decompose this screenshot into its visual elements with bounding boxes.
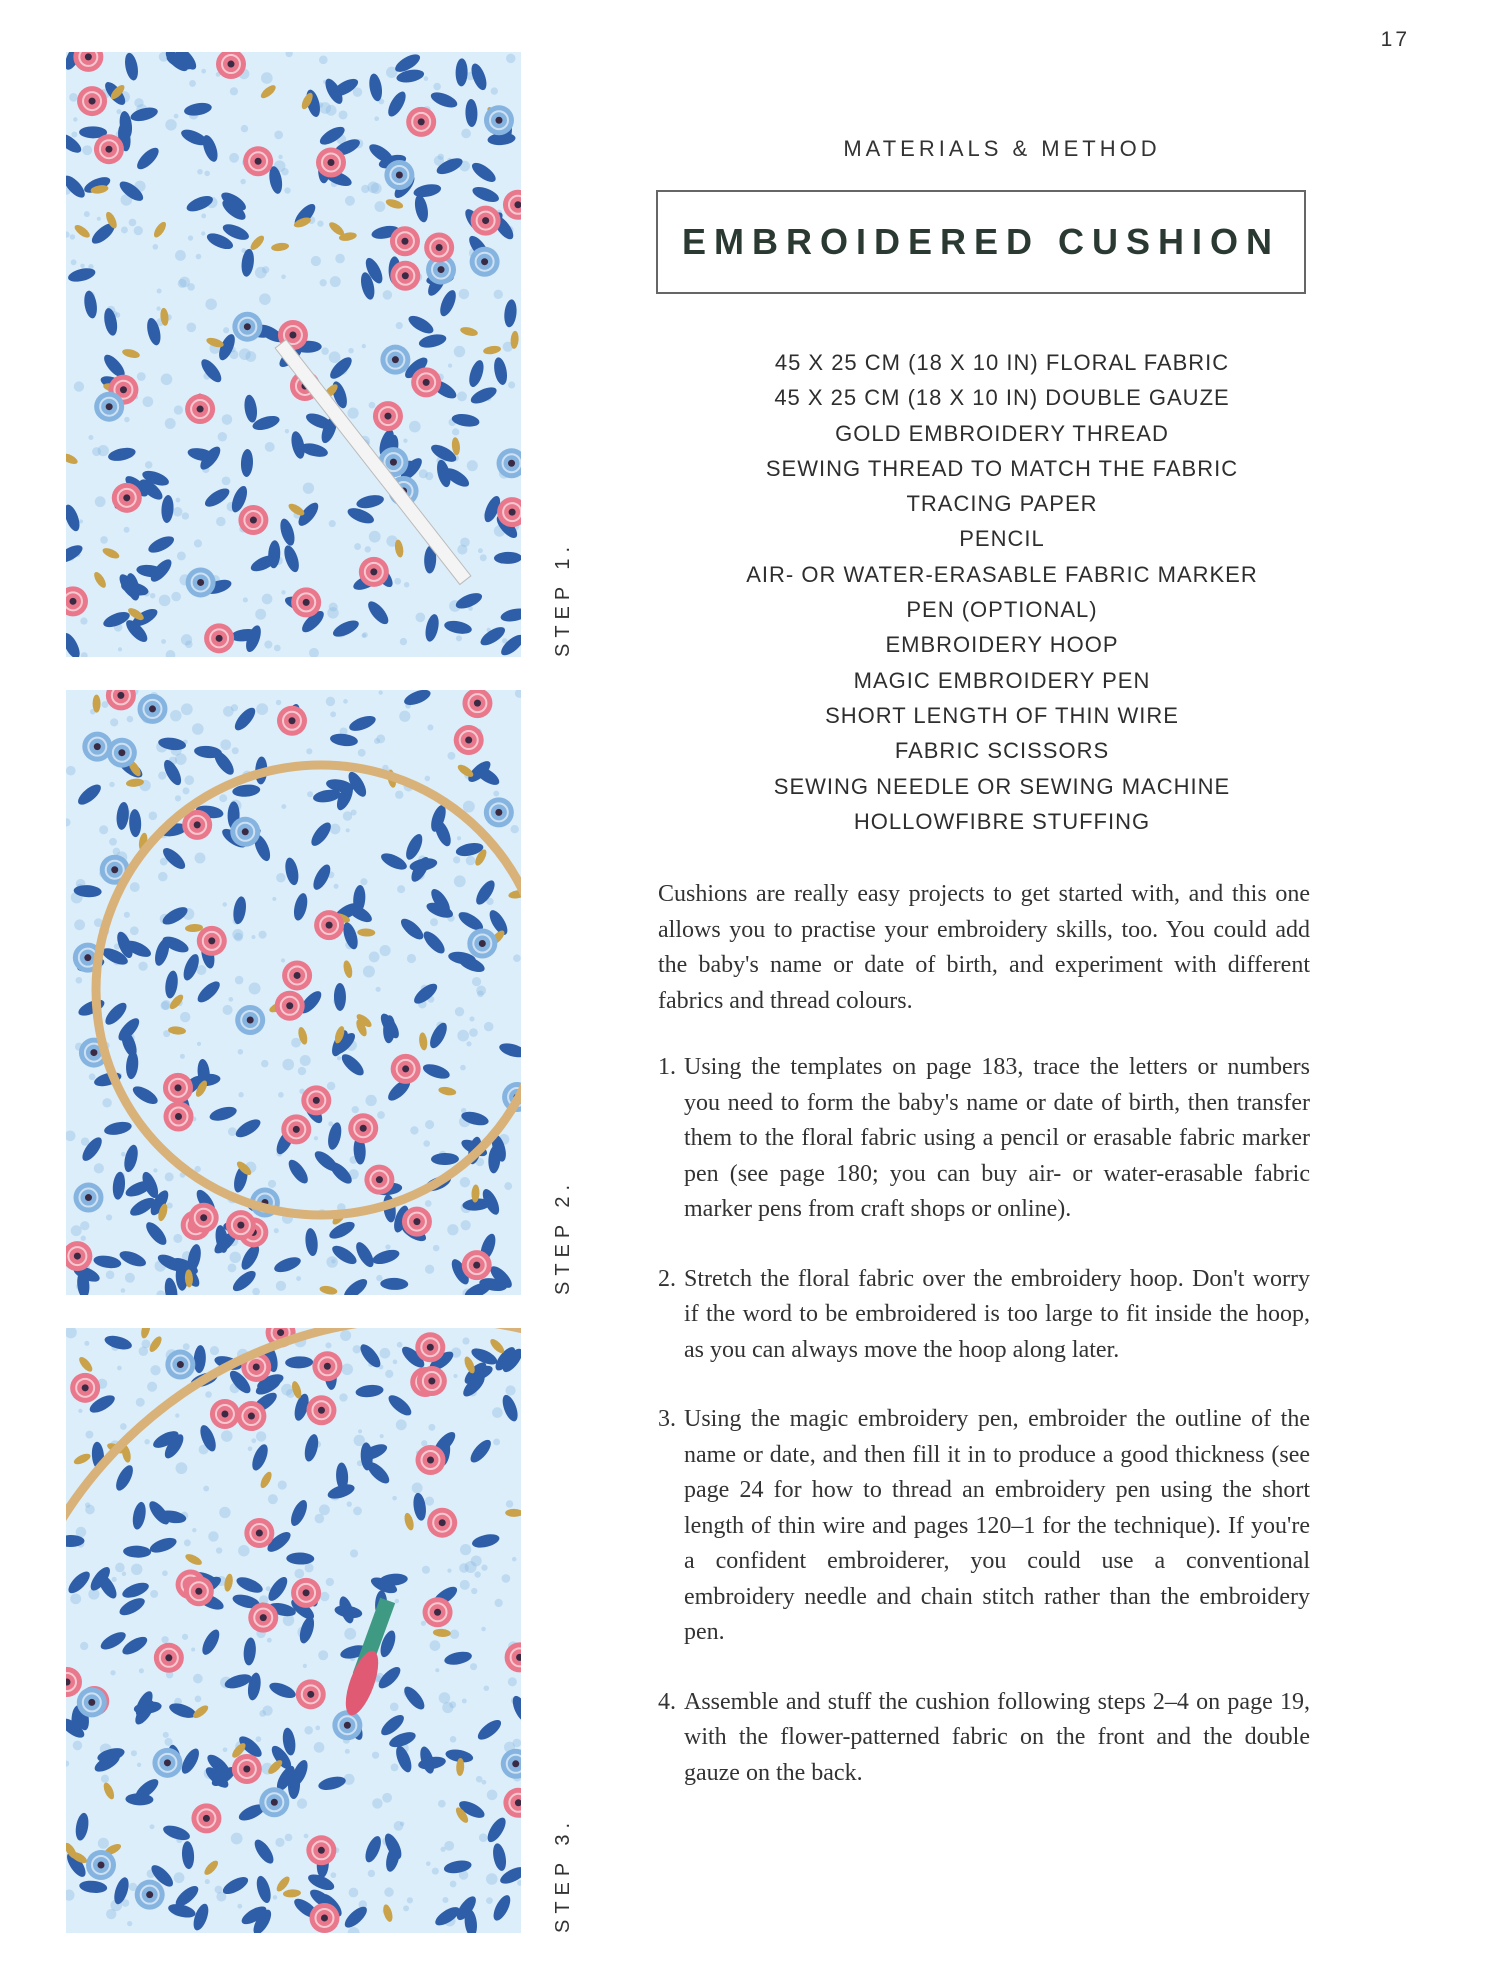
step-3-photo [66, 1328, 521, 1933]
step-text: Using the magic embroidery pen, embroider the outline of the name or date, and then fill it in to produce a good thickness (see page 24 for how to thread an embroidery pen using the short length of thin wire and pages 120–1 for the technique). If you're a confident embroiderer, you could use a conventional embroidery needle and chain stitch rather than the embroidery pen. [684, 1406, 1310, 1645]
intro-paragraph: Cushions are really easy projects to get started with, and this one allows you to practise your embroidery skills, too. You could add the baby's name or date of birth, and experiment with different fabrics and thread colours. [658, 881, 1310, 1014]
step-text: Assemble and stuff the cushion following steps 2–4 on page 19, with the flower-patterned fabric on the front and the double gauze on the back. [684, 1688, 1310, 1786]
step-number: 1. [658, 1054, 676, 1080]
step-text: Using the templates on page 183, trace the letters or numbers you need to form the baby's name or date of birth, then transfer them to the floral fabric using a pencil or erasable fabric marker pen (see page 180; you can buy air- or water-erasable fabric marker pens from craft shops or online). [684, 1054, 1310, 1222]
material-item: PEN (OPTIONAL) [906, 597, 1098, 623]
floral-fabric-3 [66, 1328, 521, 1933]
method-step [658, 1262, 1310, 1369]
material-item: TRACING PAPER [906, 491, 1098, 517]
step-number: 3. [658, 1406, 676, 1432]
material-item: SEWING THREAD TO MATCH THE FABRIC [765, 455, 1239, 481]
step-text: Stretch the floral fabric over the embroidery hoop. Don't worry if the word to be embroidered is too large to fit inside the hoop, as you can always move the hoop along later. [684, 1265, 1310, 1363]
material-item: GOLD EMBROIDERY THREAD [835, 420, 1169, 446]
step-2-label: STEP 2. [552, 1178, 574, 1295]
method-steps [658, 1050, 1310, 1825]
title-box [656, 190, 1306, 294]
material-item: 45 X 25 CM (18 X 10 IN) DOUBLE GAUZE [774, 385, 1230, 411]
material-item: EMBROIDERY HOOP [885, 632, 1119, 658]
step-3-label: STEP 3. [552, 1816, 574, 1933]
floral-fabric-1 [66, 52, 521, 657]
step-number: 2. [658, 1265, 676, 1292]
step-number: 4. [658, 1688, 676, 1715]
material-item: AIR- OR WATER-ERASABLE FABRIC MARKER [746, 561, 1258, 587]
material-item: MAGIC EMBROIDERY PEN [853, 667, 1151, 693]
step-1-label: STEP 1. [552, 540, 574, 657]
step-1-photo [66, 52, 521, 657]
material-item: FABRIC SCISSORS [894, 738, 1110, 764]
material-item: HOLLOWFIBRE STUFFING [853, 808, 1151, 834]
method-step [658, 1685, 1310, 1792]
page-number: 17 [1380, 28, 1410, 51]
floral-fabric-2 [66, 690, 521, 1295]
method-step [658, 1402, 1310, 1651]
material-item: PENCIL [959, 526, 1045, 552]
step-2-photo [66, 690, 521, 1295]
material-item: SHORT LENGTH OF THIN WIRE [825, 702, 1179, 728]
method-step [658, 1050, 1310, 1228]
materials-list [652, 345, 1352, 839]
material-item: 45 X 25 CM (18 X 10 IN) FLORAL FABRIC [774, 350, 1230, 375]
section-label: MATERIALS & METHOD [843, 136, 1161, 161]
page-title: EMBROIDERED CUSHION [681, 221, 1281, 262]
material-item: SEWING NEEDLE OR SEWING MACHINE [773, 773, 1231, 799]
